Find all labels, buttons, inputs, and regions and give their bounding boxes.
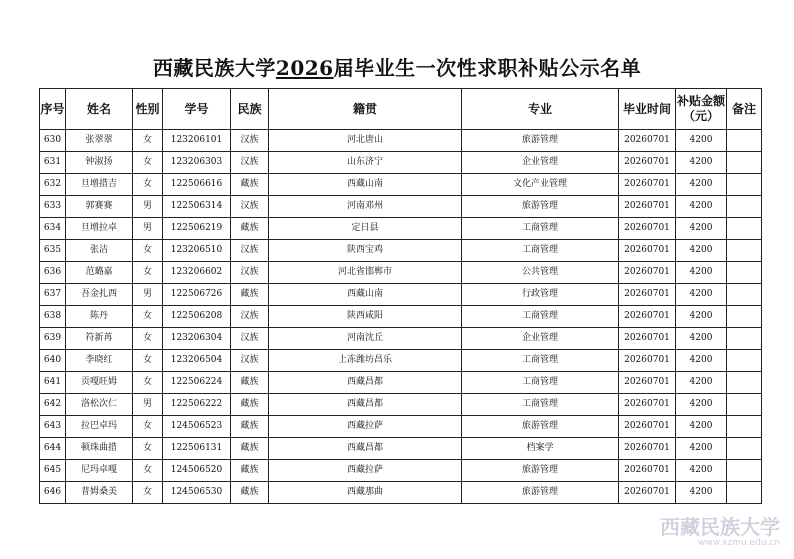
cell-remark: [727, 438, 762, 460]
cell-ethnicity: 汉族: [231, 130, 269, 152]
cell-name: 陈丹: [66, 306, 133, 328]
cell-remark: [727, 174, 762, 196]
cell-amount: 4200: [676, 372, 727, 394]
cell-major: 企业管理: [462, 152, 619, 174]
cell-name: 张洁: [66, 240, 133, 262]
cell-remark: [727, 350, 762, 372]
cell-ethnicity: 藏族: [231, 372, 269, 394]
table-body: [40, 130, 762, 504]
cell-gender: 女: [133, 460, 163, 482]
header-major: 专业: [462, 89, 619, 130]
cell-name: 旦增拉卓: [66, 218, 133, 240]
header-name: 姓名: [66, 89, 133, 130]
title-suffix: 届毕业生一次性求职补贴公示名单: [333, 56, 642, 80]
cell-student-id: 122506219: [163, 218, 231, 240]
cell-major: 旅游管理: [462, 130, 619, 152]
table-row: [40, 416, 762, 438]
cell-seq: 643: [40, 416, 66, 438]
title-prefix: 西藏民族大学: [152, 56, 276, 80]
cell-major: 工商管理: [462, 218, 619, 240]
cell-gender: 女: [133, 350, 163, 372]
cell-major: 文化产业管理: [462, 174, 619, 196]
cell-name: 尼玛卓嘎: [66, 460, 133, 482]
cell-ethnicity: 汉族: [231, 328, 269, 350]
cell-major: 企业管理: [462, 328, 619, 350]
table-row: [40, 460, 762, 482]
cell-grad-time: 20260701: [619, 262, 676, 284]
cell-grad-time: 20260701: [619, 130, 676, 152]
cell-name: 旦增措吉: [66, 174, 133, 196]
cell-remark: [727, 262, 762, 284]
cell-ethnicity: 汉族: [231, 350, 269, 372]
cell-gender: 女: [133, 438, 163, 460]
header-grad-time: 毕业时间: [619, 89, 676, 130]
cell-origin: 陕西咸阳: [269, 306, 462, 328]
cell-seq: 639: [40, 328, 66, 350]
cell-gender: 女: [133, 416, 163, 438]
cell-seq: 630: [40, 130, 66, 152]
cell-ethnicity: 汉族: [231, 196, 269, 218]
cell-name: 拉巴卓玛: [66, 416, 133, 438]
cell-gender: 女: [133, 240, 163, 262]
table-row: [40, 262, 762, 284]
cell-grad-time: 20260701: [619, 218, 676, 240]
cell-amount: 4200: [676, 306, 727, 328]
table-row: [40, 240, 762, 262]
cell-origin: 河南邓州: [269, 196, 462, 218]
cell-gender: 男: [133, 196, 163, 218]
subsidy-table: [39, 88, 762, 504]
cell-student-id: 123206303: [163, 152, 231, 174]
header-remark: 备注: [727, 89, 762, 130]
cell-origin: 河北唐山: [269, 130, 462, 152]
cell-seq: 636: [40, 262, 66, 284]
cell-gender: 男: [133, 394, 163, 416]
cell-student-id: 122506224: [163, 372, 231, 394]
cell-grad-time: 20260701: [619, 460, 676, 482]
cell-grad-time: 20260701: [619, 372, 676, 394]
table-row: [40, 218, 762, 240]
cell-seq: 635: [40, 240, 66, 262]
cell-grad-time: 20260701: [619, 284, 676, 306]
cell-ethnicity: 藏族: [231, 284, 269, 306]
cell-name: 郭赛赛: [66, 196, 133, 218]
table-row: [40, 372, 762, 394]
watermark: [660, 516, 780, 549]
cell-name: 普姆桑美: [66, 482, 133, 504]
cell-seq: 640: [40, 350, 66, 372]
cell-major: 公共管理: [462, 262, 619, 284]
cell-seq: 645: [40, 460, 66, 482]
cell-name: 范璐嘉: [66, 262, 133, 284]
cell-origin: 西藏拉萨: [269, 416, 462, 438]
cell-remark: [727, 284, 762, 306]
cell-seq: 632: [40, 174, 66, 196]
watermark-text: 西藏民族大学: [660, 515, 780, 539]
cell-name: 张翠翠: [66, 130, 133, 152]
cell-name: 符新苒: [66, 328, 133, 350]
cell-amount: 4200: [676, 438, 727, 460]
cell-seq: 644: [40, 438, 66, 460]
cell-student-id: 122506726: [163, 284, 231, 306]
cell-origin: 山东济宁: [269, 152, 462, 174]
cell-grad-time: 20260701: [619, 306, 676, 328]
cell-seq: 641: [40, 372, 66, 394]
cell-major: 旅游管理: [462, 482, 619, 504]
cell-seq: 642: [40, 394, 66, 416]
cell-seq: 637: [40, 284, 66, 306]
cell-name: 顿珠曲措: [66, 438, 133, 460]
page-title: [0, 52, 794, 81]
cell-student-id: 122506616: [163, 174, 231, 196]
watermark-url: www.xzmu.edu.cn: [698, 538, 780, 548]
cell-ethnicity: 汉族: [231, 306, 269, 328]
cell-origin: 河北省邯郸市: [269, 262, 462, 284]
table-row: [40, 328, 762, 350]
cell-origin: 西藏昌都: [269, 372, 462, 394]
cell-remark: [727, 372, 762, 394]
cell-remark: [727, 328, 762, 350]
cell-gender: 女: [133, 482, 163, 504]
cell-remark: [727, 240, 762, 262]
cell-seq: 631: [40, 152, 66, 174]
cell-grad-time: 20260701: [619, 328, 676, 350]
cell-student-id: 124506523: [163, 416, 231, 438]
cell-gender: 男: [133, 284, 163, 306]
cell-amount: 4200: [676, 174, 727, 196]
cell-ethnicity: 汉族: [231, 152, 269, 174]
cell-seq: 646: [40, 482, 66, 504]
cell-name: 钟淑扬: [66, 152, 133, 174]
cell-grad-time: 20260701: [619, 394, 676, 416]
header-origin: 籍贯: [269, 89, 462, 130]
cell-amount: 4200: [676, 394, 727, 416]
cell-student-id: 124506520: [163, 460, 231, 482]
cell-amount: 4200: [676, 482, 727, 504]
cell-major: 工商管理: [462, 240, 619, 262]
cell-name: 贡嘎旺姆: [66, 372, 133, 394]
cell-grad-time: 20260701: [619, 174, 676, 196]
table-row: [40, 350, 762, 372]
header-ethnicity: 民族: [231, 89, 269, 130]
cell-origin: 西藏山南: [269, 284, 462, 306]
cell-origin: 上冻潍坊昌乐: [269, 350, 462, 372]
cell-student-id: 122506131: [163, 438, 231, 460]
cell-student-id: 123206510: [163, 240, 231, 262]
cell-major: 行政管理: [462, 284, 619, 306]
cell-amount: 4200: [676, 130, 727, 152]
cell-ethnicity: 藏族: [231, 174, 269, 196]
cell-grad-time: 20260701: [619, 350, 676, 372]
cell-ethnicity: 汉族: [231, 262, 269, 284]
cell-gender: 女: [133, 152, 163, 174]
cell-student-id: 123206101: [163, 130, 231, 152]
cell-student-id: 124506530: [163, 482, 231, 504]
cell-amount: 4200: [676, 262, 727, 284]
cell-ethnicity: 汉族: [231, 240, 269, 262]
cell-name: 李晓红: [66, 350, 133, 372]
table-row: [40, 152, 762, 174]
cell-student-id: 122506222: [163, 394, 231, 416]
cell-student-id: 122506314: [163, 196, 231, 218]
cell-ethnicity: 藏族: [231, 460, 269, 482]
cell-origin: 定日县: [269, 218, 462, 240]
cell-amount: 4200: [676, 284, 727, 306]
cell-major: 工商管理: [462, 394, 619, 416]
cell-major: 旅游管理: [462, 416, 619, 438]
cell-grad-time: 20260701: [619, 482, 676, 504]
header-seq: 序号: [40, 89, 66, 130]
cell-origin: 陕西宝鸡: [269, 240, 462, 262]
cell-gender: 女: [133, 372, 163, 394]
cell-major: 工商管理: [462, 350, 619, 372]
table-row: [40, 438, 762, 460]
cell-origin: 西藏山南: [269, 174, 462, 196]
cell-amount: 4200: [676, 416, 727, 438]
cell-major: 工商管理: [462, 306, 619, 328]
cell-amount: 4200: [676, 196, 727, 218]
cell-name: 吾金扎西: [66, 284, 133, 306]
cell-ethnicity: 藏族: [231, 416, 269, 438]
cell-ethnicity: 藏族: [231, 218, 269, 240]
cell-gender: 女: [133, 306, 163, 328]
cell-ethnicity: 藏族: [231, 394, 269, 416]
cell-remark: [727, 460, 762, 482]
cell-grad-time: 20260701: [619, 438, 676, 460]
cell-remark: [727, 196, 762, 218]
header-gender: 性别: [133, 89, 163, 130]
cell-student-id: 123206602: [163, 262, 231, 284]
cell-major: 旅游管理: [462, 196, 619, 218]
table-row: [40, 394, 762, 416]
cell-ethnicity: 藏族: [231, 482, 269, 504]
table-header-row: [40, 89, 762, 130]
header-amount: 补贴金额（元）: [676, 89, 727, 130]
cell-remark: [727, 394, 762, 416]
cell-origin: 西藏拉萨: [269, 460, 462, 482]
cell-amount: 4200: [676, 240, 727, 262]
table-row: [40, 482, 762, 504]
cell-gender: 女: [133, 174, 163, 196]
cell-major: 档案学: [462, 438, 619, 460]
table-row: [40, 174, 762, 196]
cell-major: 工商管理: [462, 372, 619, 394]
cell-remark: [727, 130, 762, 152]
cell-seq: 633: [40, 196, 66, 218]
cell-remark: [727, 416, 762, 438]
cell-gender: 女: [133, 328, 163, 350]
cell-major: 旅游管理: [462, 460, 619, 482]
cell-grad-time: 20260701: [619, 196, 676, 218]
cell-amount: 4200: [676, 152, 727, 174]
table-row: [40, 130, 762, 152]
cell-remark: [727, 482, 762, 504]
cell-gender: 女: [133, 130, 163, 152]
cell-student-id: 123206504: [163, 350, 231, 372]
cell-grad-time: 20260701: [619, 240, 676, 262]
header-student-id: 学号: [163, 89, 231, 130]
cell-origin: 西藏昌都: [269, 394, 462, 416]
cell-grad-time: 20260701: [619, 152, 676, 174]
cell-remark: [727, 218, 762, 240]
table-row: [40, 306, 762, 328]
cell-amount: 4200: [676, 328, 727, 350]
cell-remark: [727, 306, 762, 328]
cell-amount: 4200: [676, 460, 727, 482]
cell-remark: [727, 152, 762, 174]
cell-student-id: 123206304: [163, 328, 231, 350]
cell-origin: 西藏那曲: [269, 482, 462, 504]
cell-seq: 634: [40, 218, 66, 240]
cell-grad-time: 20260701: [619, 416, 676, 438]
cell-gender: 男: [133, 218, 163, 240]
cell-name: 洛松次仁: [66, 394, 133, 416]
cell-gender: 女: [133, 262, 163, 284]
cell-amount: 4200: [676, 350, 727, 372]
cell-student-id: 122506208: [163, 306, 231, 328]
cell-amount: 4200: [676, 218, 727, 240]
cell-origin: 河南沈丘: [269, 328, 462, 350]
title-year: 2026: [275, 56, 334, 80]
cell-origin: 西藏昌都: [269, 438, 462, 460]
cell-ethnicity: 藏族: [231, 438, 269, 460]
table-row: [40, 284, 762, 306]
cell-seq: 638: [40, 306, 66, 328]
table-row: [40, 196, 762, 218]
